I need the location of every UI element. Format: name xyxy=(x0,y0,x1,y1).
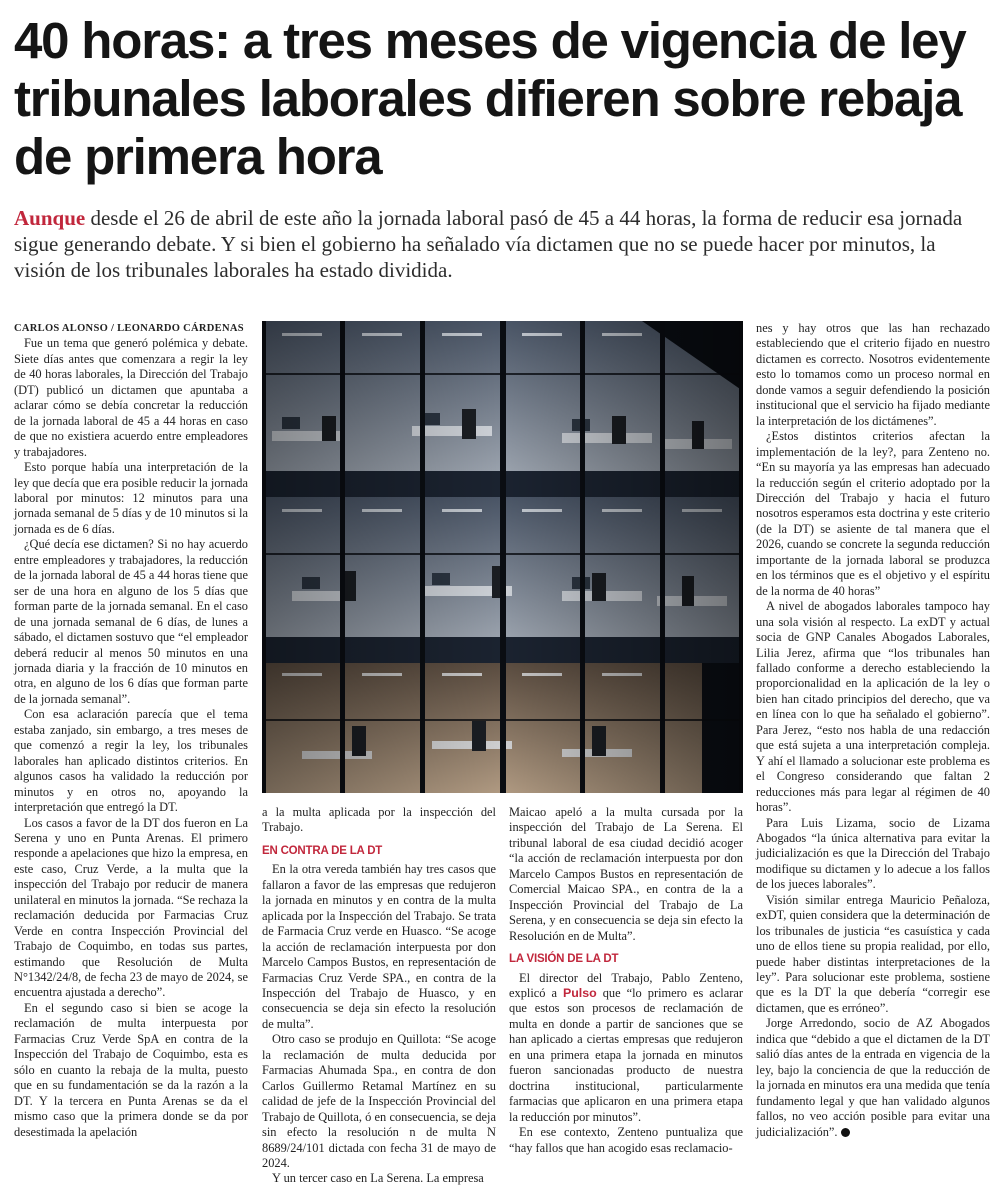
body-paragraph: Esto porque había una interpretación de la ley que decía que era posible reducir la jornada laboral por minutos: 12 minutos para una jornada semanal de 5 días y de 10 minutos si la jornada es de 6 días. xyxy=(14,460,248,536)
pulso-brand: Pulso xyxy=(562,985,597,1000)
lead-text: desde el 26 de abril de este año la jornada laboral pasó de 45 a 44 horas, la forma de reducir esa jornada sigue generando debate. Y si bien el gobierno ha señalado vía dictamen que no se puede hacer por minutos, la visión de los tribunales laborales ha estado dividida. xyxy=(14,206,963,282)
body-paragraph: En el segundo caso si bien se acoge la reclamación de multa interpuesta por Farmacias Cruz Verde SpA en contra de la Inspección del Trabajo de Coquimbo, esta es sólo en cuanto la rebaja de la multa, puesto que en su fundamentación se da la razón a la DT. Y la tercera en Punta Arenas se da el mismo caso que la primera donde se da por desestimada la apelación xyxy=(14,1000,248,1139)
body-paragraph: Con esa aclaración parecía que el tema estaba zanjado, sin embargo, a tres meses de que comenzó a regir la ley, los tribunales laborales han aplicado distintos criterios. En algunos casos ha validado la reducción por minutos y en otros no, apoyando la interpretación que entregó la DT. xyxy=(14,707,248,815)
column-3 xyxy=(509,805,743,1156)
body-paragraph: Y un tercer caso en La Serena. La empresa xyxy=(272,1171,484,1186)
byline: CARLOS ALONSO / LEONARDO CÁRDENAS xyxy=(14,323,244,334)
body-paragraph: a la multa aplicada por la inspección del Trabajo. xyxy=(262,805,496,835)
body-paragraph xyxy=(756,1016,990,1140)
body-paragraph: Otro caso se produjo en Quillota: “Se acoge la reclamación de multa deducida por Farmacias Ahumada Spa., en contra de don Carlos Guillermo Retamal Martínez en su calidad de jefe de la Inspección Provincial del Trabajo de Quillota, ó en consecuencia, se deja sin efecto la resolución n de multa N 8689/24/101 dictada con fecha 31 de mayo de 2024. xyxy=(262,1032,496,1170)
section-subhead: EN CONTRA DE LA DT xyxy=(262,844,383,857)
body-paragraph: Maicao apeló a la multa cursada por la inspección del Trabajo de La Serena. El tribunal laboral de esa ciudad decidió acoger “la acción de reclamación interpuesta por don Marcelo Campos Bustos en representación de Comercial Maicao SPA., en contra de la a Inspección Provincial del Trabajo de La Serena, y en consecuencia se deja sin efecto la Resolución en de Multa”. xyxy=(509,805,743,943)
body-paragraph: ¿Estos distintos criterios afectan la implementación de la ley?, para Zenteno no. “En su mayoría ya las empresas han adecuado la reducción según el criterio adoptado por la Dirección del Trabajo y hacia el futuro nosotros esperamos esta doctrina y este criterio (de la DT) se asiente de tal manera que el 2026, cuando se concrete la segunda reducción importante de la jornada laboral se produzca en los términos que es el objetivo y el espíritu de la norma de 40 horas” xyxy=(756,429,990,598)
body-paragraph: A nivel de abogados laborales tampoco hay una sola visión al respecto. La exDT y actual socia de GNP Canales Abogados Laborales, Lilia Jerez, afirma que “los tribunales han fallado conforme a derecho estableciendo la proporcionalidad en la aplicación de la ley o bien han citado principios del derecho, que va en línea con lo que ha señalado el gobierno”. Para Jerez, “esto nos habla de una redacción que está sujeta a una interpretación compleja. Y ahí el llamado a solucionar este problema es el Congreso considerando que faltan 2 reducciones más para legar al régimen de 40 horas”. xyxy=(756,599,990,815)
body-paragraph: ¿Qué decía ese dictamen? Si no hay acuerdo entre empleadores y trabajadores, la reducción de la jornada laboral de 45 a 44 horas tiene que ser de una hora en alguno de los 5 días que forman parte de la jornada semanal. En el caso de una jornada semanal de 6 días, de lunes a sábado, el dictamen sostuvo que “el empleador deberá reducir al menos 50 minutos en una jornada diaria y la fracción de 10 minutos en otra, en alguno de los 6 días que forman parte de la jornada semanal”. xyxy=(14,537,248,706)
office-building-photo xyxy=(262,321,743,793)
body-paragraph: Los casos a favor de la DT dos fueron en La Serena y uno en Punta Arenas. El primero responde a apelaciones que hizo la empresa, en este caso, Cruz Verde, a la multa que la inspección del Trabajo por reducir de manera unilateral en minutos la jornada. “Se rechaza la reclamación deducida por Farmacias Cruz Verde en contra Inspección Provincial del Trabajo de Coquimbo, en todas sus partes, estimando que Resolución de Multa N°1342/24/8, de fecha 23 de mayo de 2024, se encuentra ajustada a derecho”. xyxy=(14,815,248,1000)
column-4 xyxy=(756,321,990,1140)
body-paragraph: nes y hay otros que las han rechazado estableciendo que el criterio fijado en nuestro dictamen es correcto. Nosotros evidentemente esto lo tomamos como un proceso normal en donde vamos a seguir defendiendo la posición institucional que el servicio ha fijado mediante la interpretación de los dictámenes”. xyxy=(756,321,990,428)
lead-kicker: Aunque xyxy=(14,206,86,230)
body-paragraph: Fue un tema que generó polémica y debate. Siete días antes que comenzara a regir la ley de 40 horas laborales, la Dirección del Trabajo (DT) publicó un dictamen que apuntaba a aclarar cómo se debía concretar la reducción de la jornada laboral de 45 a 44 horas en caso de que no existiera acuerdo entre empleadores y trabajadores. xyxy=(14,336,248,459)
body-text: El director del Trabajo, Pablo Zenteno, explicó a xyxy=(509,970,743,1000)
body-paragraph: En la otra vereda también hay tres casos que fallaron a favor de las empresas que redujeron la jornada en minutos y en contra de la multa aplicada por la Inspección del Trabajo. Se trata de Farmacia Cruz verde en Huasco. “Se acoge la acción de reclamación interpuesta por don Marcelo Campos Bustos, en representación de Farmacias Cruz Verde SPA., en contra de la Inspección del Trabajo de Huasco, y en consecuencia se deja sin efecto la resolución de multa”. xyxy=(262,862,496,1031)
body-paragraph: En ese contexto, Zenteno puntualiza que “hay fallos que han acogido esas reclamacio- xyxy=(509,1125,743,1155)
lead-paragraph xyxy=(14,205,986,283)
end-mark-icon xyxy=(841,1128,850,1137)
section-subhead: LA VISIÓN DE LA DT xyxy=(509,953,619,966)
body-paragraph: Visión similar entrega Mauricio Peñaloza, exDT, quien considera que la determinación de los tribunales de justicia “es casuística y cada uno de ellos tiene su propia realidad, por ello, puede haber distintas interpretaciones de la ley”. Para solucionar este problema, sostiene que es la DT la que debería “corregir ese dictamen, que es erróneo”. xyxy=(756,892,990,1015)
body-paragraph: Para Luis Lizama, socio de Lizama Abogados “la única alternativa para evitar la judicialización es que la Dirección del Trabajo modifique su dictamen y lo adecue a los fallos de los jueces laborales”. xyxy=(756,815,990,892)
body-text: que “lo primero es aclarar que estos son procesos de reclamación de multa en donde a partir de sanciones que se han aplicado a ciertas empresas que redujeron en una primera etapa la jornada en minutos fueron sancionadas producto de nuestra doctrina institucional, particularmente farmacias que aplicaron en una primera etapa la reducción por minutos”. xyxy=(509,985,743,1124)
headline: 40 horas: a tres meses de vigencia de ley tribunales laborales difieren sobre rebaja de primera hora xyxy=(14,12,966,185)
column-2 xyxy=(262,805,496,1187)
body-paragraph xyxy=(509,971,743,1126)
body-text: Jorge Arredondo, socio de AZ Abogados indica que “debido a que el dictamen de la DT salió días antes de la entrada en vigencia de la ley, bajo la conciencia de que la reducción de la jornada en minutos era una medida que tenía fundamento legal y que han validado algunos fallos, no veo acción posible para evitar una judicialización”. xyxy=(756,1016,990,1139)
column-1 xyxy=(14,321,248,1140)
